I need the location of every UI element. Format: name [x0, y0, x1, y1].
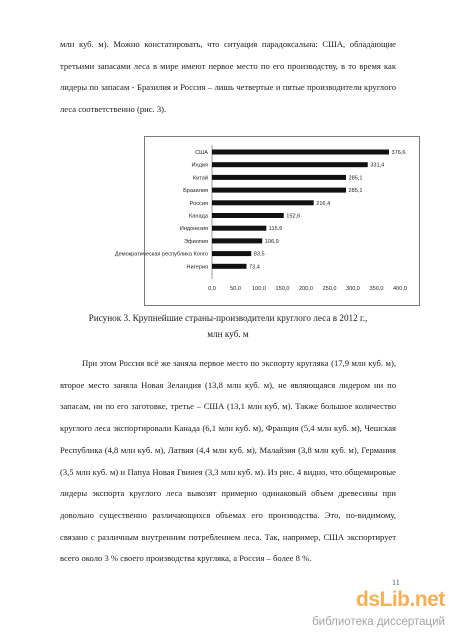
x-tick-label: 100,0 [252, 286, 266, 292]
bar-value-label: 106,9 [264, 238, 279, 245]
category-label: США [195, 150, 208, 156]
category-label: Индонезия [179, 226, 208, 233]
page-number: 11 [392, 578, 400, 587]
x-tick-label: 200,0 [299, 286, 313, 292]
category-label: Демократическая республика Конго [114, 251, 208, 258]
bar-value-label: 115,6 [268, 226, 283, 233]
figure-caption: Рисунок 3. Крупнейшие страны-производители круглого леса в 2012 г., [88, 313, 368, 323]
bar-value-label: 83,5 [253, 251, 265, 258]
bar [212, 264, 246, 269]
bar-value-label: 285,1 [348, 175, 363, 182]
figure-caption-units: млн куб. м [207, 329, 249, 339]
bar [212, 188, 346, 193]
bar-value-label: 376,6 [391, 150, 406, 156]
x-tick-label: 300,0 [346, 286, 360, 292]
x-tick-label: 50,0 [230, 286, 241, 292]
bar-value-label: 285,1 [348, 188, 363, 195]
bar [212, 226, 266, 231]
bar-chart [114, 136, 420, 306]
bar [212, 238, 262, 243]
category-label: Бразилия [183, 188, 208, 195]
x-tick-label: 350,0 [369, 286, 384, 292]
bar [212, 162, 368, 167]
bar [212, 200, 314, 205]
bar-value-label: 152,6 [286, 213, 301, 220]
category-label: Канада [189, 213, 208, 220]
bar [212, 251, 251, 256]
bar-value-label: 73,4 [248, 264, 260, 271]
category-label: Нигерия [186, 264, 208, 271]
bar [212, 150, 389, 155]
bar [212, 213, 284, 218]
x-tick-label: 400,0 [393, 286, 407, 292]
watermark-subtitle: библиотека диссертаций [312, 616, 445, 628]
category-label: Индия [191, 162, 208, 169]
x-tick-label: 250,0 [322, 286, 337, 292]
x-tick-label: 0,0 [208, 286, 216, 292]
bar-value-label: 331,4 [370, 162, 385, 169]
x-tick-label: 150,0 [275, 286, 290, 292]
category-label: Россия [189, 200, 208, 207]
bar-value-label: 216,4 [316, 200, 331, 207]
paragraph-intro: млн куб. м). Можно констатировать, что ситуация парадоксальна: США, обладающие третьими запасами леса в мире имеют первое место по его производству, в то время как лидеры по запасам - Бразилия и Россия – лишь четвертые и пятые производители круглого леса соответственно (рис. 3). [60, 39, 396, 115]
bar-chart-svg [114, 137, 419, 305]
category-label: Эфиопия [183, 238, 208, 245]
paragraph-export: При этом Россия всё же заняла первое место по экспорту кругляка (17,9 млн куб. м), второе место заняла Новая Зеландия (13,8 млн куб. м), не являющаяся лидером ни по запасам, ни по его заготовке, третье – США (13,1 млн куб. м). Также большое количество круглого леса экспортировали Канада (6,1 млн куб. м), Франция (5,4 млн куб. м), Чешская Республика (4,8 млн куб. м), Латвия (4,4 млн куб. м), Малайзия (3,8 млн куб. м), Германия (3,5 млн куб. м) и Папуа Новая Гвинея (3,3 млн куб. м). Из рис. 4 видно, что общемировые лидеры экспорта круглого леса вывозят примерно одинаковый объем древесины при довольно существенно различающихся объемах его производства. Это, по-видимому, связано с различным внутренним потреблением леса. Так, например, США экспортирует всего около 3 % своего производства кругляка, а Россия – более 8 %. [60, 358, 396, 564]
watermark-logo: dsLib.net [356, 588, 445, 611]
bar [212, 175, 346, 180]
category-label: Китай [192, 175, 208, 182]
watermark [280, 588, 445, 633]
